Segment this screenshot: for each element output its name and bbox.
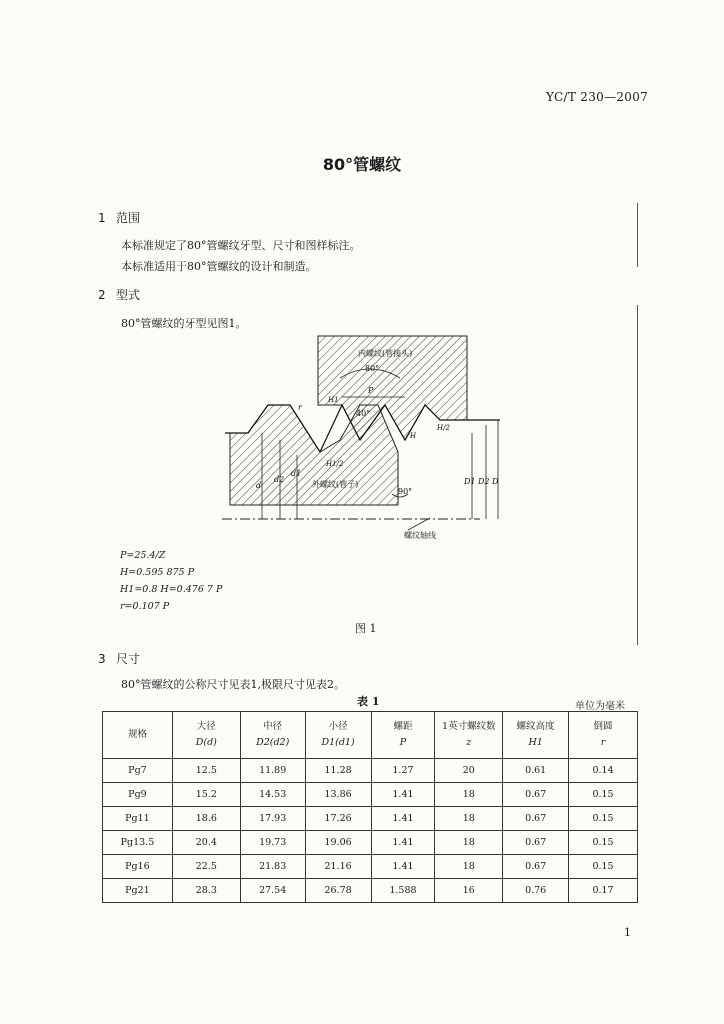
label-angle-80: 80°: [365, 364, 380, 373]
scope-paragraph-1: 本标准规定了80°管螺纹牙型、尺寸和图样标注。: [121, 239, 361, 252]
table-cell: 22.5: [172, 855, 240, 879]
standard-code: YC/T 230—2007: [546, 90, 649, 104]
table-cell: 1.41: [371, 807, 435, 831]
table-cell: Pg13.5: [103, 831, 173, 855]
table-cell: 1.27: [371, 759, 435, 783]
label-thread-axis: 螺纹轴线: [404, 531, 436, 540]
table-cell: 1.41: [371, 831, 435, 855]
table-cell: 11.28: [305, 759, 371, 783]
table-cell: 17.93: [240, 807, 305, 831]
formula-H1: H1=0.8 H=0.476 7 P: [120, 584, 223, 595]
table-cell: 19.06: [305, 831, 371, 855]
table-cell: 27.54: [240, 879, 305, 903]
label-d: d: [256, 481, 262, 490]
table-cell: 0.15: [569, 807, 638, 831]
table-cell: 28.3: [172, 879, 240, 903]
table-cell: 0.76: [503, 879, 569, 903]
table-cell: 11.89: [240, 759, 305, 783]
table-row: [103, 831, 638, 855]
table-cell: 21.83: [240, 855, 305, 879]
table-caption: 表 1: [357, 695, 380, 708]
table-cell: 12.5: [172, 759, 240, 783]
table-cell: 0.15: [569, 831, 638, 855]
table-cell: 0.67: [503, 831, 569, 855]
formula-H: H=0.595 875 P: [120, 567, 195, 578]
table-row: [103, 759, 638, 783]
table-cell: Pg21: [103, 879, 173, 903]
axis-leader: [408, 518, 430, 530]
label-d1: d1: [291, 469, 302, 478]
table-cell: 18: [435, 783, 503, 807]
table-cell: 0.15: [569, 855, 638, 879]
table-cell: Pg9: [103, 783, 173, 807]
table-cell: 20: [435, 759, 503, 783]
table-cell: 0.61: [503, 759, 569, 783]
label-angle-40: 40°: [356, 409, 371, 418]
label-d2: d2: [274, 475, 285, 484]
formula-r: r=0.107 P: [120, 601, 170, 612]
label-H-half: H/2: [437, 424, 450, 432]
table-cell: 18: [435, 807, 503, 831]
table-cell: 17.26: [305, 807, 371, 831]
table-cell: 0.67: [503, 855, 569, 879]
section-2-heading: 2 型式: [98, 288, 141, 302]
label-pitch: P: [368, 386, 374, 395]
table-cell: 15.2: [172, 783, 240, 807]
label-H: H: [410, 432, 417, 440]
table-row: [103, 879, 638, 903]
table-cell: 19.73: [240, 831, 305, 855]
header-minor-diameter: 小径 D1(d1): [305, 712, 371, 759]
table-cell: 1.41: [371, 783, 435, 807]
label-r: r: [298, 403, 302, 412]
table-cell: 0.17: [569, 879, 638, 903]
table-header-row: [103, 712, 638, 759]
table-cell: 18: [435, 855, 503, 879]
table-cell: 0.15: [569, 783, 638, 807]
table-cell: Pg16: [103, 855, 173, 879]
header-rounding: 倒圆 r: [569, 712, 638, 759]
label-H1: H1: [328, 396, 339, 404]
label-H1-half: H1/2: [326, 460, 344, 468]
table-cell: 20.4: [172, 831, 240, 855]
page-number: 1: [624, 926, 631, 939]
profile-paragraph: 80°管螺纹的牙型见图1。: [121, 317, 247, 330]
scope-paragraph-2: 本标准适用于80°管螺纹的设计和制造。: [121, 260, 317, 273]
header-thread-height: 螺纹高度 H1: [503, 712, 569, 759]
label-external-thread: 外螺纹(管子): [312, 480, 359, 489]
label-angle-90: 90°: [398, 487, 413, 496]
table-cell: 0.14: [569, 759, 638, 783]
header-major-diameter: 大径 D(d): [172, 712, 240, 759]
dimensions-paragraph: 80°管螺纹的公称尺寸见表1,极限尺寸见表2。: [121, 678, 345, 691]
section-3-heading: 3 尺寸: [98, 652, 141, 666]
table-cell: 0.67: [503, 807, 569, 831]
table-cell: 16: [435, 879, 503, 903]
table-cell: 18.6: [172, 807, 240, 831]
label-internal-thread: 内螺纹(管接头): [358, 349, 413, 358]
label-D2: D2: [478, 477, 490, 486]
table-cell: 18: [435, 831, 503, 855]
table-unit-note: 单位为毫米: [575, 701, 625, 712]
table-cell: 1.41: [371, 855, 435, 879]
document-title: 80°管螺纹: [322, 155, 402, 174]
section-1-heading: 1 范围: [98, 211, 141, 225]
label-D: D: [492, 477, 499, 486]
table-cell: 14.53: [240, 783, 305, 807]
table-cell: 1.588: [371, 879, 435, 903]
table-cell: 26.78: [305, 879, 371, 903]
formula-pitch: P=25.4/Z: [120, 550, 166, 561]
table-cell: 13.86: [305, 783, 371, 807]
table-cell: 21.16: [305, 855, 371, 879]
header-pitch-diameter: 中径 D2(d2): [240, 712, 305, 759]
label-D1: D1: [464, 477, 476, 486]
table-row: [103, 855, 638, 879]
table-cell: 0.67: [503, 783, 569, 807]
header-spec: 规格: [103, 712, 173, 759]
table-row: [103, 783, 638, 807]
figure-caption: 图 1: [355, 622, 377, 635]
table-row: [103, 807, 638, 831]
table-cell: Pg7: [103, 759, 173, 783]
table-cell: Pg11: [103, 807, 173, 831]
external-thread-body: [230, 405, 398, 505]
header-threads-per-inch: 1英寸螺纹数 z: [435, 712, 503, 759]
header-pitch: 螺距 P: [371, 712, 435, 759]
dimension-table: [102, 711, 638, 903]
